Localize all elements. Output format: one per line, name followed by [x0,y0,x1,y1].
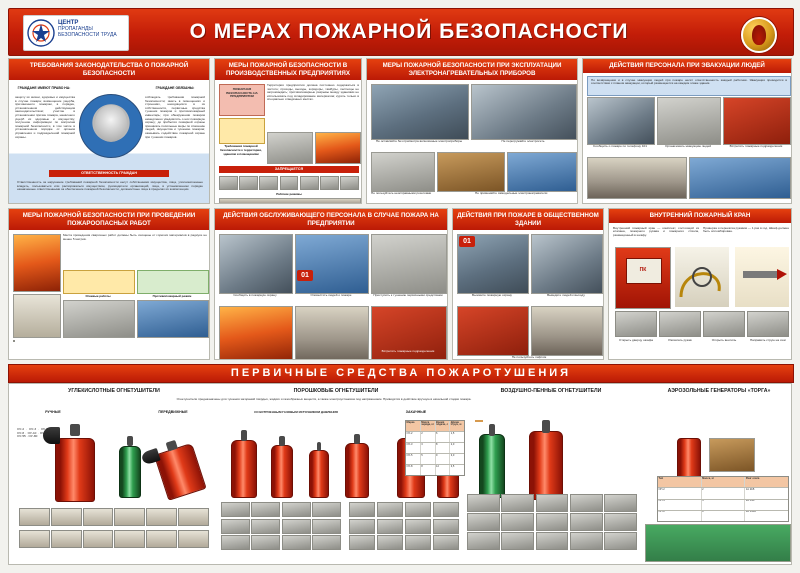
panel-public-building [452,208,604,360]
instruction-step [221,502,250,517]
primary-means-intro: Огнетушители предназначены для тушения загораний твёрдых, жидких и газообразных веществ, а также электроустановок под напряжением. Приводятся в действие вручную в начальной стадии пожара. [176,398,472,401]
photo-evac-stairs [689,157,791,199]
rules-box [219,118,265,144]
group-title-aerosol: АЭРОЗОЛЬНЫЕ ГЕНЕРАТОРЫ «ТОРГА» [667,388,771,394]
hydrant-step-photo [703,311,745,337]
photo-staff-2 [295,234,369,294]
instruction-step [114,508,145,526]
public-caption-1: Вызовите пожарную охрану [472,294,512,297]
aerosol-spec-table [657,476,789,522]
left-column-heading: ГРАЖДАНЕ ИМЕЮТ ПРАВО НА: [17,86,71,90]
instruction-step [19,530,50,548]
panel-hotworks-title: МЕРЫ ПОЖАРНОЙ БЕЗОПАСНОСТИ ПРИ ПРОВЕДЕНИИ ПОЖАРООПАСНЫХ РАБОТ [9,209,209,230]
prohibition-icon [259,176,278,190]
panel-electric-appliances [366,58,578,204]
extinguisher-co2-large [55,424,95,502]
hydrant-steps [615,311,789,337]
evacuation-caption-2: Организовать эвакуацию людей [664,144,712,148]
primary-means-body [9,384,791,564]
panel-hotworks [8,208,210,360]
instruction-step [536,513,569,531]
table-row: ОП-4 4 2А 55В [658,500,788,511]
table-row: ОУ-5 5 9 3,0 [406,454,464,465]
instruction-step [433,519,459,534]
section-band-primary-means: ПЕРВИЧНЫЕ СРЕДСТВА ПОЖАРОТУШЕНИЯ [8,364,794,383]
hydrant-cabinet [615,247,671,309]
instruction-step [604,513,637,531]
photo-workshop [267,132,313,164]
instruction-step [467,532,500,550]
panel-electric-title: МЕРЫ ПОЖАРНОЙ БЕЗОПАСНОСТИ ПРИ ЭКСПЛУАТАЦИИ ЭЛЕКТРОНАГРЕВАТЕЛЬНЫХ ПРИБОРОВ [367,59,577,80]
table-header-row: Марка Масса заряда, кг Время подачи, с Длина струи, м [406,421,464,432]
photo-staff-4 [219,306,293,360]
hydrant-cap-1: Открыть дверцу шкафа [619,338,653,342]
panel-staff-actions [214,208,448,360]
table-row: ОП-2 2 1А 21В [658,488,788,499]
subgroup-mobile: ПЕРЕДВИЖНЫЕ [158,410,188,414]
aerosol-generator-cylinder [677,434,701,480]
logo-text: ЦЕНТР ПРОПАГАНДЫ БЕЗОПАСНОСТИ ТРУДА [58,20,117,38]
extinguisher-foam-green [479,424,505,498]
panel-primary-means [8,383,792,565]
instruction-step [83,530,114,548]
photo-woman-iron [471,84,577,140]
instruction-step [377,519,403,534]
prohibited-band: ЗАПРЕЩАЕТСЯ [219,166,359,173]
warning-badge-text: ПОЖАРНАЯ БЕЗОПАСНОСТЬ НА ПРЕДПРИЯТИИ [226,88,258,99]
hose-diagram [675,247,729,307]
instruction-step [312,519,341,534]
evacuation-caption-1: Сообщить о пожаре по телефону 101 [593,144,647,148]
aerosol-case [709,438,755,472]
extinguisher-powder-4 [345,434,369,498]
instruction-step [251,502,280,517]
photo-heater [507,152,577,192]
panel-hydrant-title: ВНУТРЕННИЙ ПОЖАРНЫЙ КРАН [609,209,791,223]
photo-staff-1 [219,234,293,294]
table-row: ОУ-2 2 6 1,5 [406,432,464,443]
subgroup-stored-pressure: ЗАКАЧНЫЕ [405,410,427,414]
prohibition-icons [219,176,359,190]
page-title: О МЕРАХ ПОЖАРНОЙ БЕЗОПАСНОСТИ [189,20,629,43]
co2-labels: ОУ-2 · ОУ-3 · ОУ-5 · ОУ-8 · ОУ-10 · ОУ-25 · ОУ-55 · ОУ-80 [17,428,51,439]
table-header-row: Тип Масса, кг Ранг очага [658,477,788,488]
prohibition-icon [300,176,319,190]
panel-staff-body [215,230,447,360]
organization-logo [23,15,129,51]
responsibility-text: Ответственность за нарушение требований пожарной безопасности несут собственники имущества, лица, уполномоченные владеть, пользоваться или распоряжаться имуществом, руководители организаций, лица, в установленном порядке назначенные ответственными за обеспечение пожарной безопасности, должностные лица в пределах их компетенции. [17,181,203,192]
photo-evac-1 [587,97,655,145]
group-title-co2: УГЛЕКИСЛОТНЫЕ ОГНЕТУШИТЕЛИ [68,388,160,394]
emblem-wreath-icon [79,94,143,158]
responsibility-band: ОТВЕТСТВЕННОСТЬ ГРАЖДАН [49,170,169,177]
aerosol-photo-overlay [645,524,791,562]
photo-door [13,294,61,338]
group-title-foam: ВОЗДУШНО-ПЕННЫЕ ОГНЕТУШИТЕЛИ [500,388,602,394]
photo-staff-3 [371,234,447,294]
instruction-step [501,532,534,550]
instruction-step [83,508,114,526]
foam-instruction-grid [467,494,637,550]
extinguisher-foam-red [529,420,563,500]
extinguisher-powder-1 [231,430,257,498]
group-title-powder: ПОРОШКОВЫЕ ОГНЕТУШИТЕЛИ [293,388,379,394]
industrial-sub2: Рабочие режимы [276,192,302,196]
hydrant-cap-2: Раскатать рукав [668,338,692,342]
panel-legislation-body [9,80,209,204]
panel-public-body [453,230,603,360]
panel-evacuation [582,58,792,204]
instruction-step [221,519,250,534]
staff-caption-1: Сообщить в пожарную охрану [233,294,277,297]
prohibition-icon [219,176,238,190]
instruction-step [282,519,311,534]
hydrant-step-photo [747,311,789,337]
panel-hydrant-body [609,223,791,356]
extinguisher-powder-2 [271,436,293,498]
extinguisher-mobile [151,435,206,501]
panel-electric-body [367,80,577,204]
hotworks-sub-1: Огневые работы [85,294,111,298]
emergency-number-badge: 01 [297,270,313,281]
instruction-step [405,519,431,534]
instruction-step [536,494,569,512]
nozzle-diagram [735,247,789,307]
hydrant-note-right: Проверка и перекатка рукавов — 1 раз в год. Шкаф должен быть опломбирован. [703,226,789,234]
instruction-step [221,535,250,550]
hydrant-note-left: Внутренний пожарный кран — комплект, состоящий из клапана, пожарного рукава и пожарного ствола, размещённый в шкафу. [613,226,699,237]
photo-equipment [63,300,135,338]
spacer [475,420,483,422]
instruction-strip-co2-2 [19,530,209,548]
prohibition-icon [320,176,339,190]
instruction-step [405,535,431,550]
instruction-step [178,508,209,526]
photo-kitchen-appliance [371,84,469,140]
instruction-step [433,535,459,550]
warning-badge [219,84,265,116]
public-caption-3: Не пользуйтесь лифтом [511,356,547,359]
instruction-step [312,535,341,550]
prohibition-icon [239,176,258,190]
photo-evac-plan [657,97,721,145]
instruction-step [467,513,500,531]
instruction-step [19,508,50,526]
photo-staff-5 [295,306,369,360]
instruction-step [501,513,534,531]
industrial-sub1: Требования пожарной безопасности к территории, зданиям и помещениям [220,144,262,156]
public-caption-2: Выведите людей к выходу [547,294,585,297]
instruction-step [536,532,569,550]
instruction-step [501,494,534,512]
photo-welding [13,234,61,292]
hydrant-cap-3: Открыть вентиль [711,338,737,342]
powder-instruction-grid-2 [349,502,459,550]
extinguisher-powder-3 [309,442,329,498]
hydrant-cabinet-label: ПК [639,266,647,273]
hotworks-box-2 [137,270,209,294]
powder-spec-table [405,420,465,476]
instruction-step [251,535,280,550]
instruction-step [282,535,311,550]
instruction-step [114,530,145,548]
panel-fire-hydrant [608,208,792,360]
evacuation-intro-text: По возвращении и в случае эвакуации людей при пожаре несёт ответственность каждый работник. Эвакуация проводится в соответствии с планом эвакуации, который размещается на каждом этаже здания. [591,78,787,86]
panel-legislation-title: ТРЕБОВАНИЯ ЗАКОНОДАТЕЛЬСТВА О ПОЖАРНОЙ БЕЗОПАСНОСТИ [9,59,209,80]
instruction-step [570,532,603,550]
prohibition-icon [280,176,299,190]
panel-industrial-body [215,80,361,204]
extinguisher-green-small [119,436,141,498]
evacuation-intro-box [587,76,791,96]
panel-staff-title: ДЕЙСТВИЯ ОБСЛУЖИВАЮЩЕГО ПЕРСОНАЛА В СЛУЧАЕ ПОЖАРА НА ПРЕДПРИЯТИИ [215,209,447,230]
instruction-step [570,494,603,512]
left-column-text: защиту их жизни, здоровья и имущества в случае пожара; возмещение ущерба, причинённого пожаром, в порядке, установленном действующим законодательством; участие в установлении причин пожара, нанёсшего ущерб их здоровью и имуществу; получение информации по вопросам пожарной безопасности, в том числе в установленном порядке от органов управления и подразделений пожарной охраны. [15,96,75,139]
subgroup-gas-source: СО ВСТРОЕННЫМ ГАЗОВЫМ ИСТОЧНИКОМ ДАВЛЕНИЯ [254,410,338,414]
instruction-strip-co2 [19,508,209,526]
instruction-step [349,502,375,517]
instruction-step [51,530,82,548]
panel-hotworks-body [9,230,209,360]
instruction-step [405,502,431,517]
instruction-step [433,502,459,517]
hydrant-step-photo [615,311,657,337]
photo-corridor [219,198,361,204]
right-column-heading: ГРАЖДАНЕ ОБЯЗАНЫ: [155,86,195,90]
industrial-body-text: Территория предприятия должна постоянно содержаться в чистоте; проходы, выходы, коридоры, тамбуры, лестницы не загромождать; противопожарные разрывы между зданиями не использовать под складирование материалов; курить только в специально отведённых местах. [267,84,359,102]
staff-caption-2: Оповестить людей о пожаре [310,294,352,297]
electric-caption-2: Не перегружайте электросеть [501,140,545,143]
sign-exit-icon [13,340,15,342]
instruction-step [377,535,403,550]
table-row: ОУ-8 8 12 3,5 [406,465,464,475]
table-row: ОУ-3 3 8 2,0 [406,443,464,454]
electric-caption-1: Не оставляйте без присмотра включённые электроприборы [375,140,463,143]
instruction-step [251,519,280,534]
powder-instruction-grid [221,502,341,550]
instruction-step [349,519,375,534]
poster-header [8,8,794,56]
panel-legislation [8,58,210,204]
prohibition-icon [340,176,359,190]
subgroup-handheld: РУЧНЫЕ [45,410,61,414]
instruction-step [467,494,500,512]
panel-industrial-title: МЕРЫ ПОЖАРНОЙ БЕЗОПАСНОСТИ В ПРОИЗВОДСТВЕННЫХ ПРЕДПРИЯТИЯХ [215,59,361,80]
photo-public-3 [457,306,529,356]
table-row: ОП-8 8 4А 144В [658,511,788,521]
instruction-step [146,530,177,548]
instruction-step [146,508,177,526]
hotworks-box-1 [63,270,135,294]
hotworks-sub-2: Противопожарный режим [152,294,192,298]
electric-caption-3: Не пользуйтесь неисправными розетками [371,192,432,195]
emergency-number-badge: 01 [459,236,475,247]
photo-public-2 [531,234,603,294]
photo-public-4 [531,306,603,356]
photo-socket [437,152,505,192]
hydrant-step-photo [659,311,701,337]
instruction-step [312,502,341,517]
safety-sign-row [13,340,207,360]
panel-evacuation-title: ДЕЙСТВИЯ ПЕРСОНАЛА ПРИ ЭВАКУАЦИИ ЛЮДЕЙ [583,59,791,73]
hydrant-cap-4: Направить струю на очаг [749,338,787,342]
instruction-step [604,494,637,512]
instruction-step [178,530,209,548]
instruction-step [570,513,603,531]
instruction-step [604,532,637,550]
panel-public-title: ДЕЙСТВИЯ ПРИ ПОЖАРЕ В ОБЩЕСТВЕННОМ ЗДАНИИ [453,209,603,230]
staff-caption-3: Приступить к тушению первичными средствами [373,294,443,297]
mchs-emblem-icon [741,17,777,53]
panel-evacuation-body [583,73,791,200]
electric-caption-4: Не применяйте самодельные электронагреватели [475,192,548,195]
hotworks-note: Места проведения сварочных работ должны быть очищены от горючих материалов в радиусе не менее 5 метров. [63,234,207,241]
instruction-step [377,502,403,517]
photo-fire [315,132,361,164]
instruction-step [51,508,82,526]
photo-worker [137,300,209,338]
photo-evac-corridor [587,157,687,199]
photo-evac-truck [723,97,791,145]
staff-caption-4: Встретить пожарные подразделения [381,350,435,353]
evacuation-caption-3: Встретить пожарные подразделения [729,144,783,148]
instruction-step [349,535,375,550]
photo-tv [371,152,435,192]
right-column-text: соблюдать требования пожарной безопасности; иметь в помещениях и строениях, находящихся в их собственности, первичные средства тушения пожаров и противопожарный инвентарь; при обнаружении пожаров немедленно уведомлять о них пожарную охрану; до прибытия пожарной охраны принимать посильные меры по спасению людей, имущества и тушению пожаров; оказывать содействие пожарной охране при тушении пожаров. [145,96,205,139]
instruction-step [282,502,311,517]
panel-industrial-measures [214,58,362,204]
